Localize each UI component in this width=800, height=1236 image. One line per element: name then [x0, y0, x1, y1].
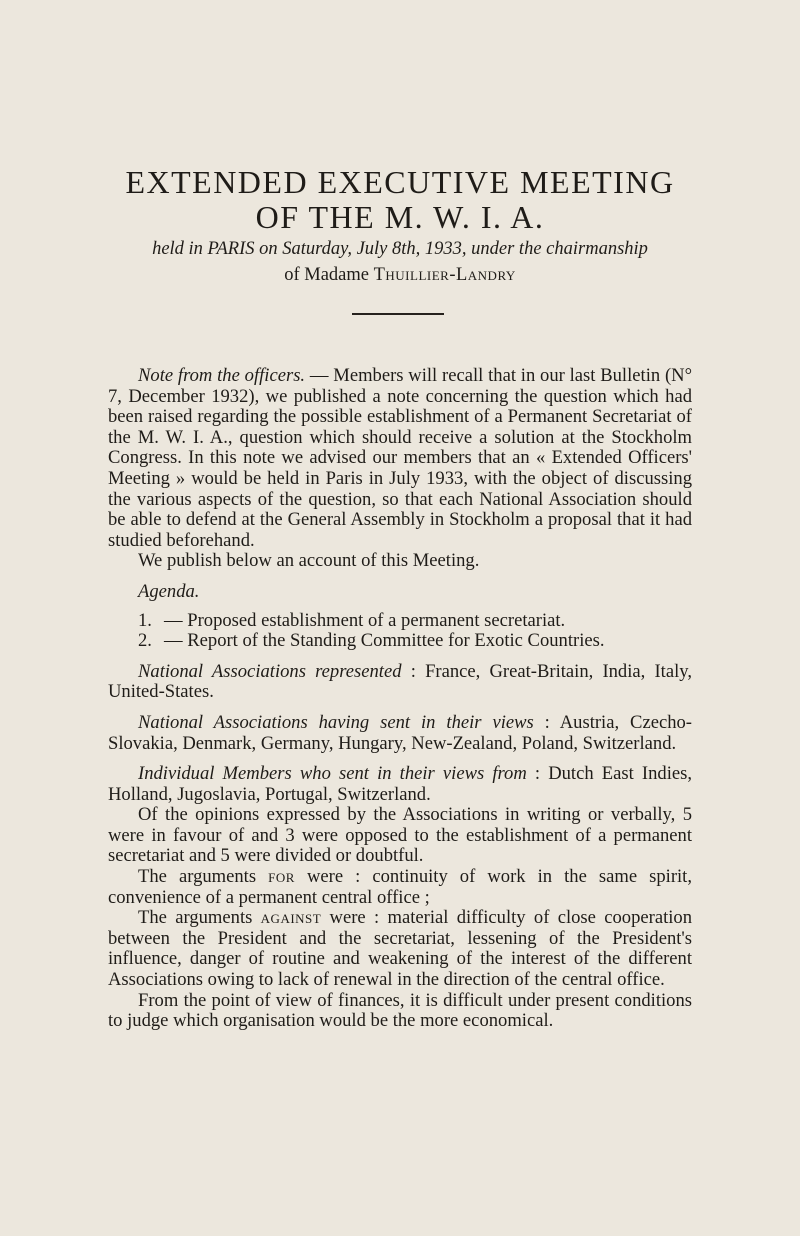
document-body	[108, 366, 692, 1032]
page-title-line-1: EXTENDED EXECUTIVE MEETING	[125, 164, 675, 200]
views-text: : Austria, Czecho-Slovakia, Denmark, Germany, Hungary, New-Zealand, Poland, Switzerland.	[108, 711, 692, 754]
represented-label: National Associations represented	[138, 660, 402, 682]
for-pre: The arguments	[138, 866, 269, 888]
for-post: were : continuity of work in the same spirit, convenience of a permanent central office ;	[108, 866, 692, 908]
subtitle-line-2	[0, 266, 800, 285]
views-paragraph	[108, 713, 692, 754]
opinions-paragraph: Of the opinions expressed by the Associations in writing or verbally, 5 were in favour of and 3 were opposed to the establishment of a permanent secretariat and 5 were divided or doubtful.	[108, 804, 692, 867]
individual-paragraph	[108, 764, 692, 805]
individual-label: Individual Members who sent in their views from	[138, 763, 527, 785]
represented-paragraph	[108, 662, 692, 703]
publish-paragraph: We publish below an account of this Meeting.	[138, 550, 480, 572]
agenda-item-2	[108, 631, 692, 652]
against-post: were : material difficulty of close cooperation between the President and the secretariat, lessening of the President's influence, danger of routine and weakening of the interest of the different Associations owing to lack of renewal in the direction of the central office.	[108, 907, 692, 991]
subtitle-prefix: of Madame	[284, 265, 369, 285]
views-label: National Associations having sent in their views	[138, 711, 534, 733]
agenda-item-number: 1.	[138, 609, 152, 631]
individual-text: : Dutch East Indies, Holland, Jugoslavia, Portugal, Switzerland.	[108, 763, 692, 805]
agenda-item-text: — Proposed establishment of a permanent secretariat.	[164, 609, 566, 631]
for-arguments-paragraph	[108, 867, 692, 908]
against-word: against	[260, 907, 322, 929]
note-text: — Members will recall that in our last Bulletin (N° 7, December 1932), we published a note concerning the question which had been raised regarding the possible establishment of a Permanent Secretariat of the M. W. I. A., question which should receive a solution at the Stockholm Congress. In this note we advised our members that an « Extended Officers' Meeting » would be held in Paris in July 1933, with the object of discussing the various aspects of the question, so that each National Association should be able to defend at the General Assembly in Stockholm a proposal that it had studied beforehand.	[108, 365, 693, 551]
divider-rule	[352, 313, 444, 315]
represented-text: : France, Great-Britain, India, Italy, United-States.	[108, 660, 692, 703]
against-pre: The arguments	[138, 907, 261, 929]
agenda-item-1	[108, 611, 692, 632]
note-label: Note from the officers.	[138, 365, 306, 386]
agenda-item-number: 2.	[138, 630, 152, 652]
finances-paragraph: From the point of view of finances, it is difficult under present conditions to judge which organisation would be the more economical.	[108, 989, 692, 1032]
against-arguments-paragraph	[108, 908, 692, 990]
agenda-label: Agenda.	[138, 580, 200, 602]
subtitle-line-1: held in PARIS on Saturday, July 8th, 1933, under the chairmanship	[152, 239, 648, 259]
page-title-line-2: OF THE M. W. I. A.	[255, 199, 545, 235]
note-paragraph	[108, 366, 692, 551]
agenda-item-text: — Report of the Standing Committee for Exotic Countries.	[164, 630, 605, 652]
chairwoman-name: Thuillier-Landry	[373, 265, 516, 285]
for-word: for	[268, 866, 295, 888]
